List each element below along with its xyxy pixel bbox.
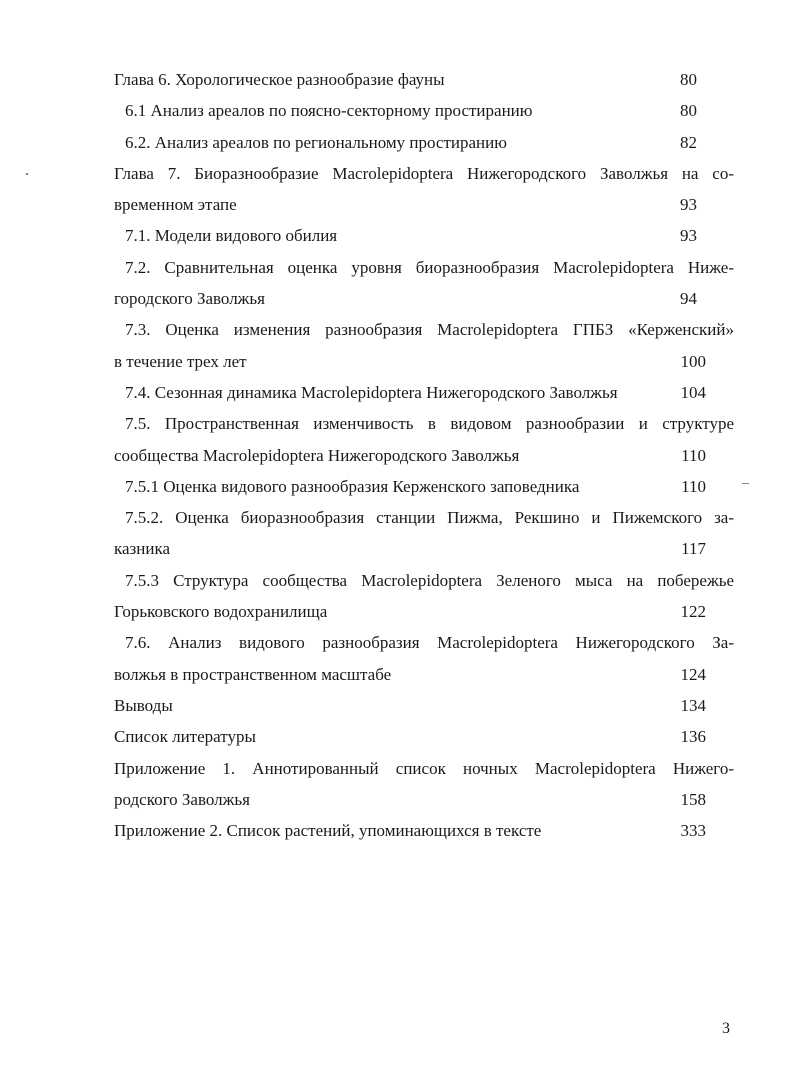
toc-entry-title: Горьковского водохранилища xyxy=(114,602,328,622)
toc-entry-title: 7.5.2. Оценка биоразнообразия станции Пижма, Рекшино и Пижемского за- xyxy=(125,508,734,528)
toc-entry-title: сообщества Macrolepidoptera Нижегородского Заволжья xyxy=(114,445,520,465)
toc-entry-page: 134 xyxy=(680,695,706,715)
toc-entry-title: 6.1 Анализ ареалов по поясно-секторному простиранию xyxy=(125,101,533,121)
toc-entry-title: Выводы xyxy=(114,695,173,715)
toc-entry-page: 82 xyxy=(680,132,697,152)
toc-entry-title: 7.1. Модели видового обилия xyxy=(125,226,338,246)
toc-entry-chapter-7 xyxy=(114,158,734,189)
toc-entry-title: Глава 6. Хорологическое разнообразие фауны xyxy=(114,70,445,89)
toc-entry-page: 93 xyxy=(680,226,697,246)
toc-entry-7-2-cont xyxy=(114,283,734,314)
toc-entry-title: 6.2. Анализ ареалов по региональному простиранию xyxy=(125,132,507,152)
toc-entry-title: 7.4. Сезонная динамика Macrolepidoptera Нижегородского Заволжья xyxy=(125,382,618,402)
toc-entry-7-5-1 xyxy=(114,471,734,502)
table-of-contents xyxy=(114,64,734,846)
toc-entry-page: 100 xyxy=(680,351,706,371)
toc-entry-title: родского Заволжья xyxy=(114,789,250,809)
toc-entry-title: 7.5.1 Оценка видового разнообразия Керженского заповедника xyxy=(125,476,580,496)
toc-entry-page: 94 xyxy=(680,289,697,309)
toc-entry-title: Приложение 2. Список растений, упоминающихся в тексте xyxy=(114,821,542,841)
toc-entry-title: 7.2. Сравнительная оценка уровня биоразнообразия Macrolepidoptera Ниже- xyxy=(125,257,734,277)
toc-entry-page: 136 xyxy=(680,727,706,747)
toc-entry-conclusions xyxy=(114,690,734,721)
toc-entry-7-6-cont xyxy=(114,659,734,690)
toc-entry-page: 80 xyxy=(680,101,697,121)
toc-entry-page: 110 xyxy=(681,476,706,496)
toc-entry-title: в течение трех лет xyxy=(114,351,247,371)
toc-entry-title: 7.5. Пространственная изменчивость в видовом разнообразии и структуре xyxy=(125,414,734,434)
toc-entry-title: Глава 7. Биоразнообразие Macrolepidoptera Нижегородского Заволжья на со- xyxy=(114,163,734,183)
toc-entry-chapter-6 xyxy=(114,64,734,95)
toc-entry-7-6 xyxy=(114,627,734,658)
toc-entry-title: волжья в пространственном масштабе xyxy=(114,664,392,684)
scan-speck xyxy=(26,173,28,175)
toc-entry-7-4 xyxy=(114,377,734,408)
toc-entry-page: 158 xyxy=(680,789,706,809)
toc-entry-title: 7.5.3 Структура сообщества Macrolepidoptera Зеленого мыса на побережье xyxy=(125,570,734,590)
toc-entry-page: 104 xyxy=(680,382,706,402)
toc-entry-7-1 xyxy=(114,220,734,251)
toc-entry-7-2 xyxy=(114,252,734,283)
toc-entry-page: 333 xyxy=(680,821,706,841)
toc-entry-page: 117 xyxy=(681,539,706,559)
toc-entry-7-5-3-cont xyxy=(114,596,734,627)
toc-entry-page: 124 xyxy=(680,664,706,684)
toc-entry-6-1 xyxy=(114,95,734,126)
page-number: 3 xyxy=(722,1020,730,1037)
toc-entry-title: 7.6. Анализ видового разнообразия Macrolepidoptera Нижегородского За- xyxy=(125,633,734,653)
toc-entry-title: Список литературы xyxy=(114,727,256,747)
toc-entry-page: 122 xyxy=(680,602,706,622)
toc-entry-appendix-2 xyxy=(114,815,734,846)
toc-entry-references xyxy=(114,721,734,752)
toc-entry-appendix-1-cont xyxy=(114,784,734,815)
toc-entry-page: 110 xyxy=(681,445,706,465)
toc-entry-chapter-7-cont xyxy=(114,189,734,220)
toc-entry-7-5-3 xyxy=(114,565,734,596)
toc-entry-title: Приложение 1. Аннотированный список ночных Macrolepidoptera Нижего- xyxy=(114,758,734,778)
toc-entry-7-5-2-cont xyxy=(114,533,734,564)
toc-entry-7-5 xyxy=(114,408,734,439)
toc-entry-title: временном этапе xyxy=(114,195,237,215)
toc-entry-title: казника xyxy=(114,539,171,559)
scan-mark xyxy=(742,483,749,484)
toc-entry-title: городского Заволжья xyxy=(114,289,265,309)
toc-entry-7-3-cont xyxy=(114,346,734,377)
toc-entry-7-5-2 xyxy=(114,502,734,533)
toc-entry-page: 93 xyxy=(680,195,697,215)
toc-entry-6-2 xyxy=(114,127,734,158)
toc-entry-page: 80 xyxy=(680,70,697,89)
toc-entry-title: 7.3. Оценка изменения разнообразия Macrolepidoptera ГПБЗ «Керженский» xyxy=(125,320,734,340)
toc-entry-7-3 xyxy=(114,314,734,345)
toc-entry-appendix-1 xyxy=(114,753,734,784)
toc-entry-7-5-cont xyxy=(114,440,734,471)
